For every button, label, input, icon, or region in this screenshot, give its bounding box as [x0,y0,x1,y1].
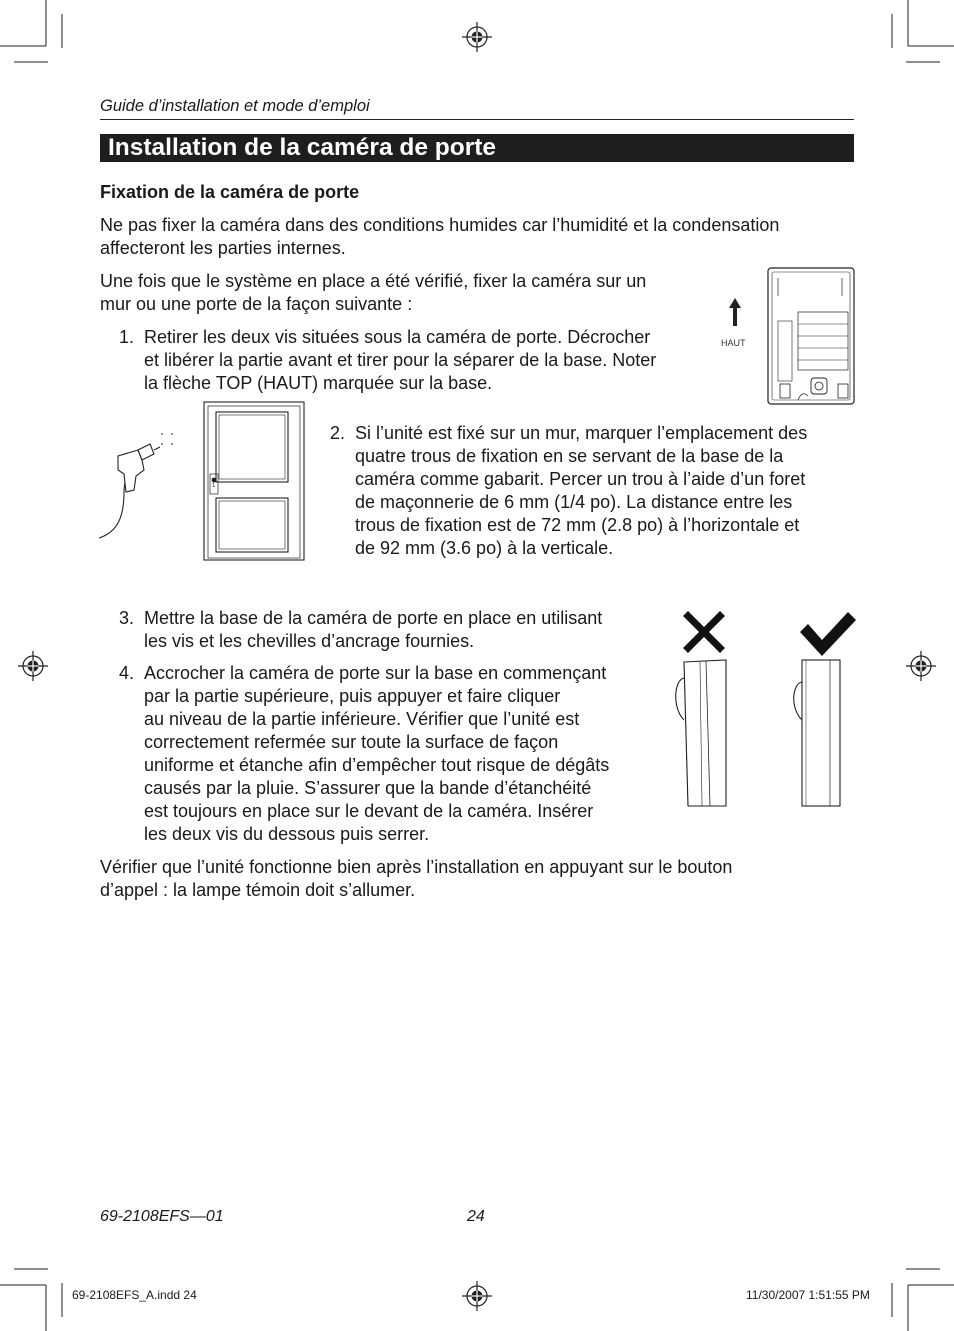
door-illustration [200,400,310,562]
step-4-line: les deux vis du dessous puis serrer. [144,824,430,844]
step-4-line: causés par la pluie. S’assurer que la bande d’étanchéité [144,778,592,798]
step-4-line: est toujours en place sur le devant de la caméra. Insérer [144,801,594,821]
step-2-line: trous de fixation est de 72 mm (2.8 po) à l’horizontale et [355,515,800,535]
door-marker-label: 1 [212,483,216,489]
registration-mark-right [906,651,936,681]
registration-mark-top [462,22,492,52]
step-number: 2. [330,423,346,443]
running-head: Guide d’installation et mode d’emploi [100,97,370,115]
step-1-line: la flèche TOP (HAUT) marquée sur la base. [144,373,493,393]
step-2-line: caméra comme gabarit. Percer un trou à l’aide d’un foret [355,469,806,489]
document-number: 69-2108EFS—01 [100,1208,224,1225]
page-number: 24 [467,1208,485,1225]
step-1-line: Retirer les deux vis situées sous la caméra de porte. Décrocher [144,327,651,347]
step-3-line: les vis et les chevilles d’ancrage fournies. [144,631,475,651]
lead-paragraph-line: mur ou une porte de la façon suivante : [100,294,413,314]
step-number: 3. [119,608,135,628]
step-2-line: quatre trous de fixation en se servant de la base de la [355,446,784,466]
checkmark-icon [800,612,856,656]
step-2-line: Si l’unité est fixé sur un mur, marquer l’emplacement des [355,423,808,443]
step-4-line: correctement refermée sur toute la surface de façon [144,732,559,752]
intro-paragraph-line: Ne pas fixer la caméra dans des conditions humides car l’humidité et la condensation [100,215,780,235]
closing-paragraph-line: Vérifier que l’unité fonctionne bien après l’installation en appuyant sur le bouton [100,857,733,877]
header-rule [100,119,854,120]
step-1-line: et libérer la partie avant et tirer pour la séparer de la base. Noter [144,350,657,370]
registration-mark-left [18,651,48,681]
closing-paragraph-line: d’appel : la lampe témoin doit s’allumer. [100,880,416,900]
step-2-line: de 92 mm (3.6 po) à la verticale. [355,538,614,558]
step-3-line: Mettre la base de la caméra de porte en place en utilisant [144,608,603,628]
correct-mounting-illustration [786,608,866,808]
intro-paragraph-line: affecteront les parties internes. [100,238,346,258]
camera-base-illustration [718,266,858,406]
subheading: Fixation de la caméra de porte [100,182,360,202]
registration-mark-bottom [462,1281,492,1311]
step-4-line: uniforme et étanche afin d’empêcher tout risque de dégâts [144,755,610,775]
step-4-line: par la partie supérieure, puis appuyer et faire cliquer [144,686,561,706]
incorrect-mounting-illustration [670,608,750,808]
step-2-line: de maçonnerie de 6 mm (1/4 po). La distance entre les [355,492,793,512]
haut-label: HAUT [721,338,746,348]
slug-timestamp: 11/30/2007 1:51:55 PM [746,1288,870,1302]
drill-illustration [98,420,178,570]
step-4-line: au niveau de la partie inférieure. Vérifier que l’unité est [144,709,580,729]
section-title: Installation de la caméra de porte [108,134,497,161]
step-number: 1. [119,327,135,347]
lead-paragraph-line: Une fois que le système en place a été vérifié, fixer la caméra sur un [100,271,647,291]
slug-filename: 69-2108EFS_A.indd 24 [72,1288,197,1302]
step-number: 4. [119,663,135,683]
step-4-line: Accrocher la caméra de porte sur la base en commençant [144,663,607,683]
